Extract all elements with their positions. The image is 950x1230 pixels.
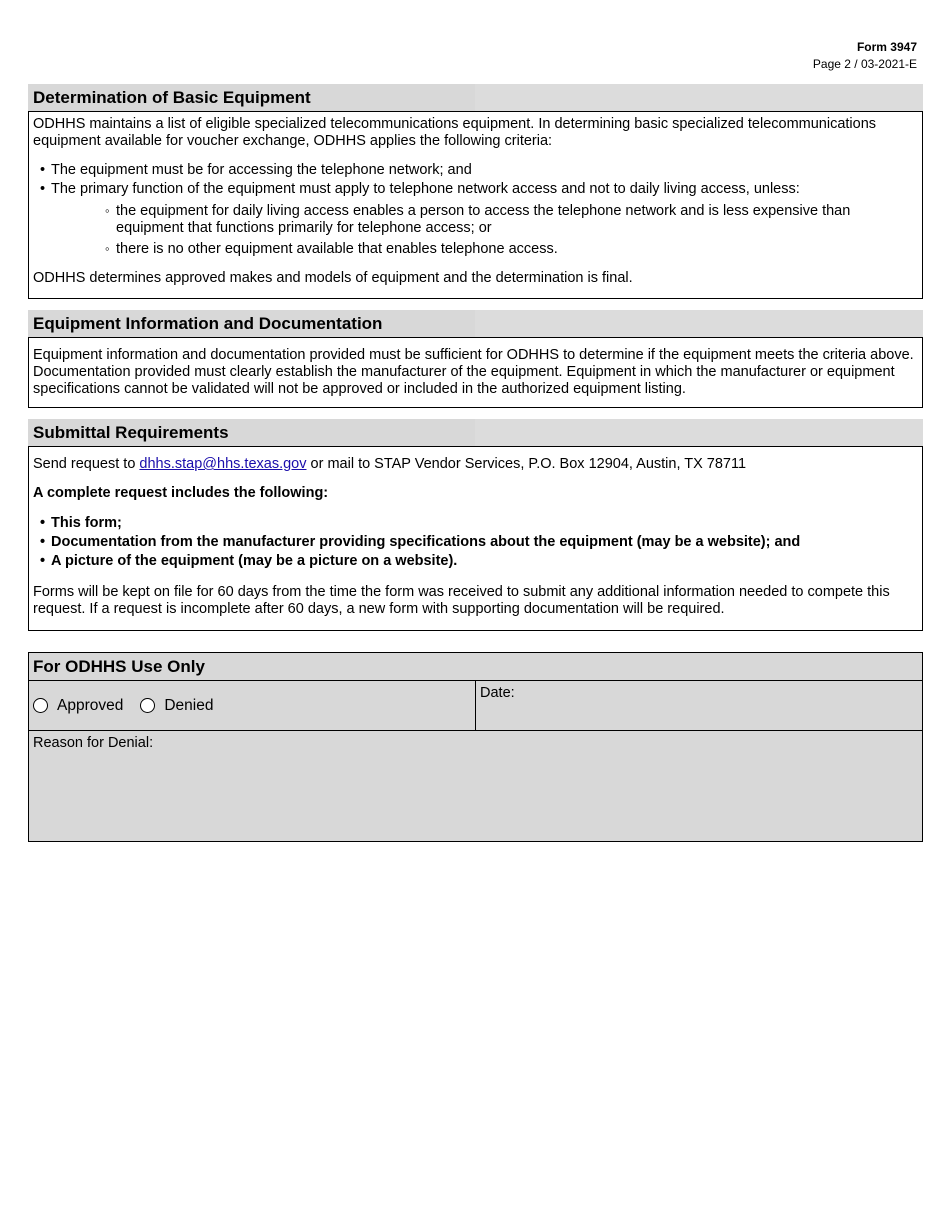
- list-item: • This form;: [33, 515, 918, 532]
- list-item: ◦ the equipment for daily living access enables a person to access the telephone network and is less expensive than equipment that functions primarily for telephone access; or: [51, 203, 918, 237]
- date-field[interactable]: [476, 681, 922, 730]
- decision-cell: [29, 681, 476, 730]
- denied-radio[interactable]: [140, 698, 155, 713]
- submittal-items-list: [33, 515, 918, 570]
- list-item: • The equipment must be for accessing the telephone network; and: [33, 162, 918, 179]
- page-header: [813, 39, 917, 73]
- section-title-basic-equipment: Determination of Basic Equipment: [28, 84, 923, 111]
- complete-request-heading: A complete request includes the following:: [33, 485, 329, 501]
- office-use-title: For ODHHS Use Only: [29, 653, 922, 681]
- reason-for-denial-field[interactable]: [29, 731, 922, 755]
- section-title-equipment-info: Equipment Information and Documentation: [28, 310, 923, 337]
- list-item: • The primary function of the equipment must apply to telephone network access and not to daily living access, unless: ◦ the equipment for daily living access enables a person to access the telephone network and is less expensive than equipment that functions primarily for telephone access; or ◦ there is no other equipment available that enables telephone access.: [33, 181, 918, 258]
- date-label: Date:: [480, 685, 515, 701]
- form-number: Form 3947: [856, 40, 917, 54]
- list-item: • Documentation from the manufacturer providing specifications about the equipment (may be a website); and: [33, 534, 918, 551]
- approved-label: Approved: [57, 696, 124, 714]
- reason-label: Reason for Denial:: [33, 735, 154, 751]
- basic-intro: ODHHS maintains a list of eligible specialized telecommunications equipment. In determining basic specialized telecommunications equipment available for voucher exchange, ODHHS applies the following criteria:: [33, 116, 877, 149]
- section-title-submittal: Submittal Requirements: [28, 419, 923, 446]
- decision-row: [29, 681, 922, 731]
- equipment-info-body: Equipment information and documentation provided must be sufficient for ODHHS to determine if the equipment meets the criteria above. Documentation provided must clearly establish the manufacturer of the equipment. Equipment in which the manufacturer or equipment specifications cannot be validated will not be approved or included in the authorized equipment listing.: [33, 347, 914, 397]
- approved-option[interactable]: [33, 697, 123, 715]
- email-link[interactable]: dhhs.stap@hhs.texas.gov: [139, 456, 307, 472]
- basic-closing: ODHHS determines approved makes and models of equipment and the determination is final.: [33, 270, 633, 286]
- denied-option[interactable]: [140, 697, 213, 715]
- submittal-send: Send request to dhhs.stap@hhs.texas.gov or mail to STAP Vendor Services, P.O. Box 12904, Austin, TX 78711: [33, 456, 747, 472]
- equipment-info-box: [28, 337, 923, 408]
- list-item: ◦ there is no other equipment available that enables telephone access.: [51, 241, 918, 258]
- approved-radio[interactable]: [33, 698, 48, 713]
- page-info: Page 2 / 03-2021-E: [812, 57, 917, 71]
- basic-sub-list: [51, 203, 918, 258]
- basic-equipment-box: [28, 111, 923, 299]
- basic-criteria-list: [33, 162, 918, 258]
- list-item: • A picture of the equipment (may be a picture on a website).: [33, 553, 918, 570]
- denied-label: Denied: [164, 696, 214, 714]
- office-use-box: [28, 652, 923, 842]
- submittal-closing: Forms will be kept on file for 60 days from the time the form was received to submit any additional information needed to compete this request. If a request is incomplete after 60 days, a new form with supporting documentation will be required.: [33, 584, 890, 617]
- submittal-box: [28, 446, 923, 631]
